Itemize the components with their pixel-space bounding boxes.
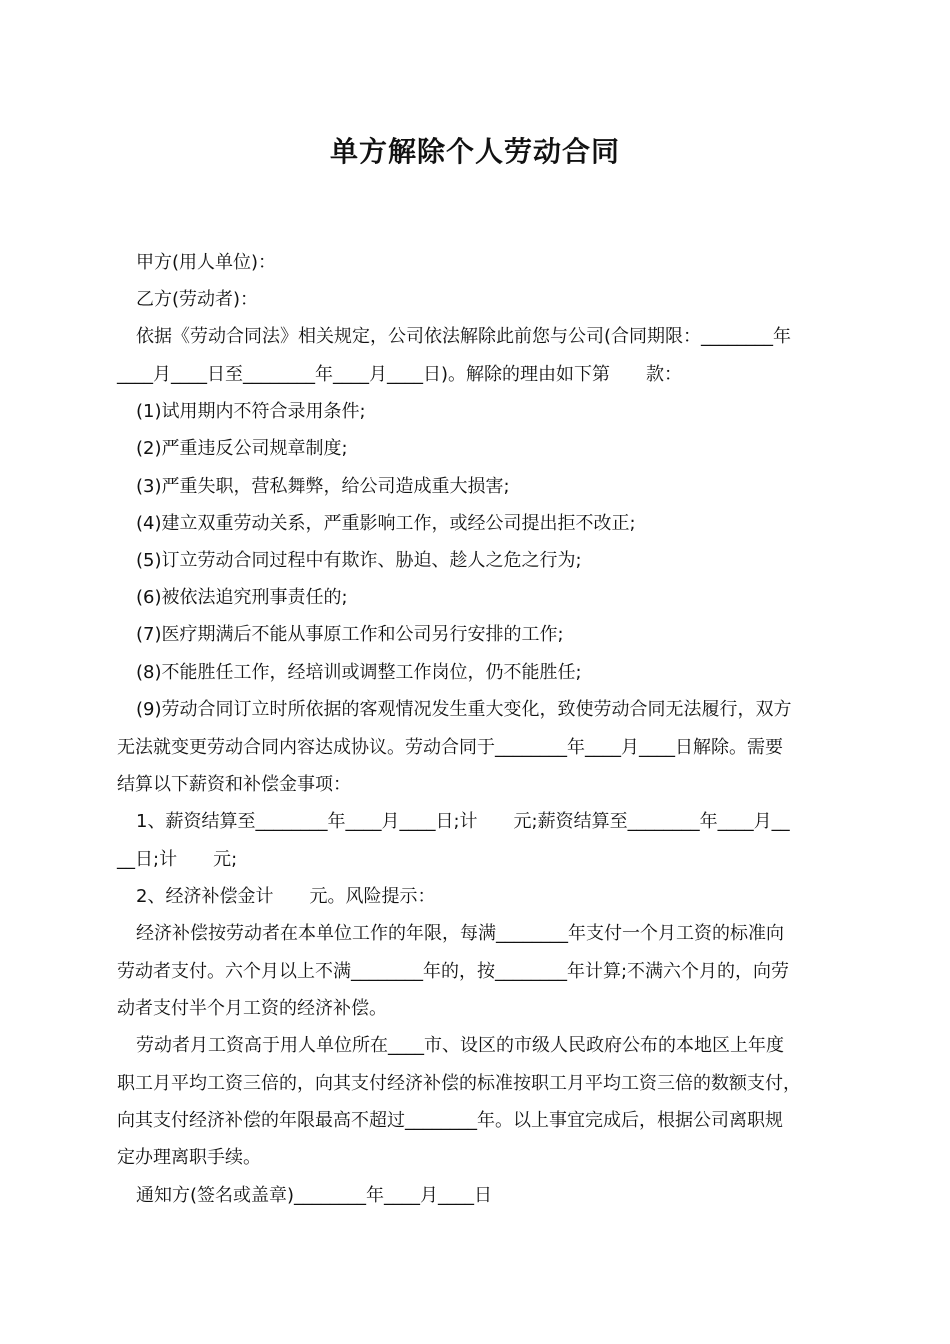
document-title: 单方解除个人劳动合同 bbox=[329, 135, 620, 168]
high-wage-rule-line: 劳动者月工资高于用人单位所在____市、设区的市级人民政府公布的本地区上年度 bbox=[136, 1035, 784, 1056]
reason-item-continued: 无法就变更劳动合同内容达成协议。劳动合同于________年____月____日解除。需要 bbox=[117, 737, 783, 758]
reason-item: (4)建立双重劳动关系，严重影响工作，或经公司提出拒不改正; bbox=[136, 513, 636, 534]
reason-item: (3)严重失职，营私舞弊，给公司造成重大损害; bbox=[136, 476, 510, 497]
reason-item: (9)劳动合同订立时所依据的客观情况发生重大变化，致使劳动合同无法履行，双方 bbox=[136, 699, 792, 720]
party-b-line: 乙方(劳动者)： bbox=[136, 289, 259, 310]
salary-settlement-line: __日;计 元; bbox=[117, 849, 238, 870]
reason-item: (2)严重违反公司规章制度; bbox=[136, 438, 348, 459]
reason-item: (6)被依法追究刑事责任的; bbox=[136, 587, 348, 608]
reason-item: (8)不能胜任工作，经培训或调整工作岗位，仍不能胜任; bbox=[136, 662, 582, 683]
reason-item: (5)订立劳动合同过程中有欺诈、胁迫、趁人之危之行为; bbox=[136, 550, 582, 571]
reason-item-continued: 结算以下薪资和补偿金事项： bbox=[117, 774, 351, 795]
party-a-line: 甲方(用人单位)： bbox=[136, 252, 277, 273]
reason-item: (7)医疗期满后不能从事原工作和公司另行安排的工作; bbox=[136, 624, 564, 645]
high-wage-rule-line: 定办理离职手续。 bbox=[117, 1147, 261, 1168]
high-wage-rule-line: 职工月平均工资三倍的，向其支付经济补偿的标准按职工月平均工资三倍的数额支付， bbox=[117, 1073, 801, 1094]
compensation-line: 2、经济补偿金计 元。风险提示： bbox=[136, 886, 436, 907]
high-wage-rule-line: 向其支付经济补偿的年限最高不超过________年。以上事宜完成后，根据公司离职规 bbox=[117, 1110, 783, 1131]
reason-item: (1)试用期内不符合录用条件; bbox=[136, 401, 366, 422]
compensation-rule-line: 动者支付半个月工资的经济补偿。 bbox=[117, 998, 387, 1019]
notifier-signature-line: 通知方(签名或盖章)________年____月____日 bbox=[136, 1185, 493, 1206]
compensation-rule-line: 劳动者支付。六个月以上不满________年的，按________年计算;不满六个月的，向劳 bbox=[117, 961, 790, 982]
compensation-rule-line: 经济补偿按劳动者在本单位工作的年限，每满________年支付一个月工资的标准向 bbox=[136, 923, 784, 944]
basis-paragraph-line: ____月____日至________年____月____日)。解除的理由如下第 款： bbox=[117, 364, 683, 385]
basis-paragraph-line: 依据《劳动合同法》相关规定，公司依法解除此前您与公司(合同期限：________年 bbox=[136, 326, 792, 347]
salary-settlement-line: 1、薪资结算至________年____月____日;计 元;薪资结算至________年____月__ bbox=[136, 811, 790, 832]
